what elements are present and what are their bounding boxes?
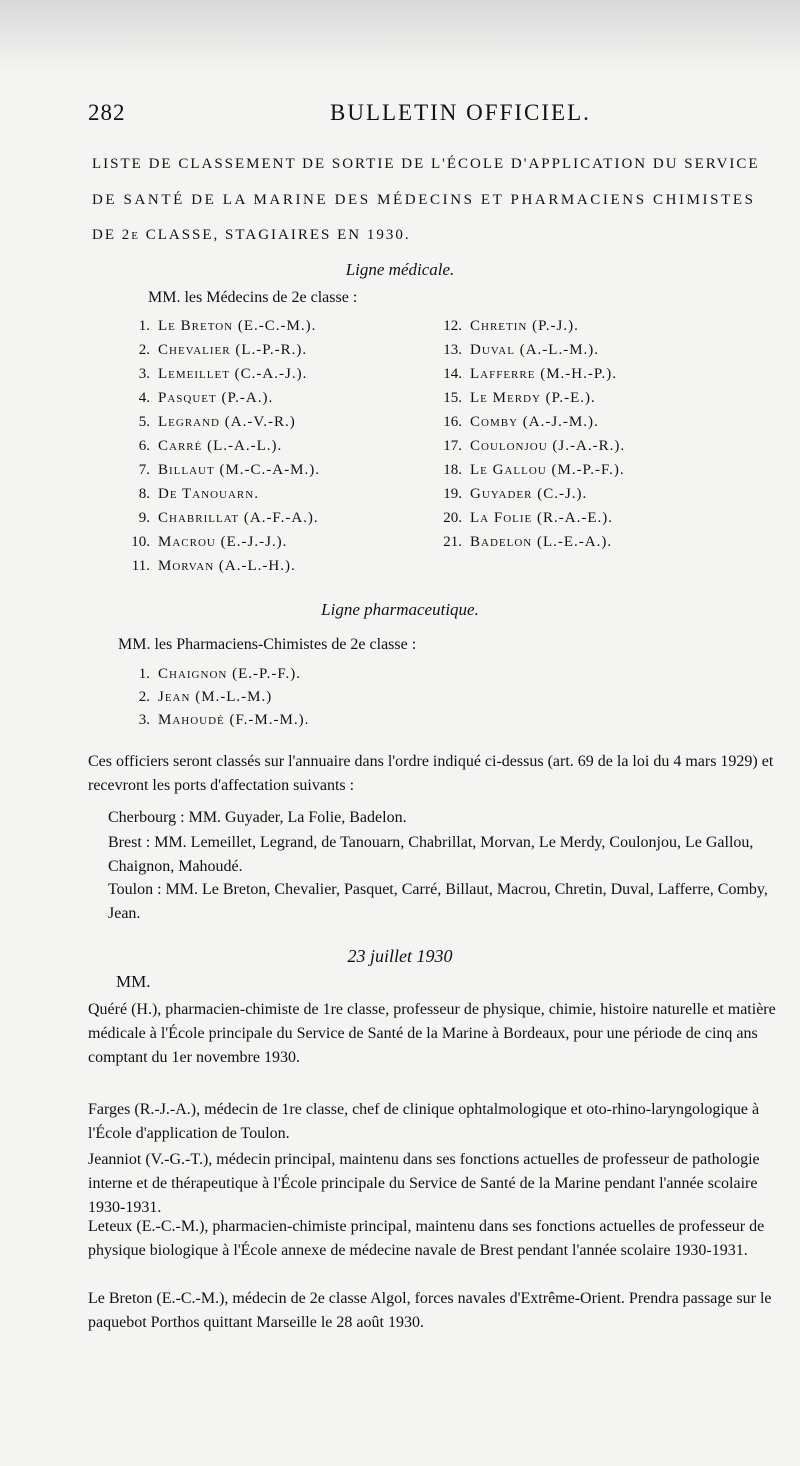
decree-paragraph-leteux: Leteux (E.-C.-M.), pharmacien-chimiste principal, maintenu dans ses fonctions actuelles de professeur de physique biologique à l'École annexe de médecine navale de Brest pendant l'année scolaire 1930-1931. <box>88 1218 765 1259</box>
scan-edge-shading <box>0 0 800 70</box>
rank-number: 1. <box>138 318 150 334</box>
officer-name: Legrand (A.-V.-R.) <box>158 414 296 430</box>
rank-number: 17. <box>443 438 462 454</box>
decree-paragraph-farges: Farges (R.-J.-A.), médecin de 1re classe, chef de clinique ophtalmologique et oto-rhino-laryngologique à l'École d'application de Toulon. <box>88 1101 760 1142</box>
list-item <box>432 534 612 551</box>
decree-paragraph-le-breton: Le Breton (E.-C.-M.), médecin de 2e classe Algol, forces navales d'Extrême-Orient. Prendra passage sur le paquebot Porthos quittant Marseille le 28 août 1930. <box>88 1290 772 1331</box>
page-number: 282 <box>88 100 126 125</box>
list-item <box>432 462 625 479</box>
assignment-cherbourg: Cherbourg : MM. Guyader, La Folie, Badelon. <box>108 809 407 826</box>
officer-name: De Tanouarn. <box>158 486 259 502</box>
rank-number: 15. <box>443 390 462 406</box>
list-item <box>120 486 259 503</box>
list-item <box>120 366 307 383</box>
medical-heading: Ligne médicale. <box>345 260 455 279</box>
officer-name: Pasquet (P.-A.). <box>158 390 274 406</box>
list-item <box>120 342 307 359</box>
officer-name: Chabrillat (A.-F.-A.). <box>158 510 319 526</box>
officer-name: Chretin (P.-J.). <box>470 318 579 334</box>
rank-number: 12. <box>443 318 462 334</box>
rank-number: 20. <box>443 510 462 526</box>
officer-name: Coulonjou (J.-A.-R.). <box>470 438 626 454</box>
rank-number: 11. <box>131 558 150 574</box>
rank-number: 19. <box>443 486 462 502</box>
list-item <box>432 510 613 527</box>
rank-number: 16. <box>443 414 462 430</box>
list-item <box>120 462 320 479</box>
list-item <box>432 390 596 407</box>
list-item <box>120 712 309 729</box>
list-title-line-2: DE SANTÉ DE LA MARINE DES MÉDECINS ET PHARMACIENS CHIMISTES <box>92 192 756 208</box>
list-item <box>432 414 599 431</box>
rank-number: 8. <box>138 486 150 502</box>
decree-mm: MM. <box>116 972 151 991</box>
rank-number: 2. <box>138 689 150 705</box>
officer-name: Billaut (M.-C.-A-M.). <box>158 462 320 478</box>
officer-name: Jean (M.-L.-M.) <box>158 689 273 705</box>
rank-number: 9. <box>138 510 150 526</box>
rank-number: 10. <box>131 534 150 550</box>
officer-name: Guyader (C.-J.). <box>470 486 588 502</box>
list-item <box>120 414 296 431</box>
officer-name: Le Gallou (M.-P.-F.). <box>470 462 625 478</box>
list-item <box>120 558 296 575</box>
list-item <box>432 318 579 335</box>
rank-number: 3. <box>138 712 150 728</box>
rank-number: 2. <box>138 342 150 358</box>
rank-number: 3. <box>138 366 150 382</box>
assignment-toulon: Toulon : MM. Le Breton, Chevalier, Pasquet, Carré, Billaut, Macrou, Chretin, Duval, Lafferre, Comby, Jean. <box>108 881 768 922</box>
list-title-line-1: LISTE DE CLASSEMENT DE SORTIE DE L'ÉCOLE D'APPLICATION DU SERVICE <box>92 156 760 172</box>
rank-number: 14. <box>443 366 462 382</box>
rank-number: 18. <box>443 462 462 478</box>
decree-paragraph-jeanniot: Jeanniot (V.-G.-T.), médecin principal, maintenu dans ses fonctions actuelles de professeur de pathologie interne et de thérapeutique à l'École principale du Service de Santé de la Marine pendant l'année scolaire 1930-1931. <box>88 1151 760 1216</box>
pharma-intro: MM. les Pharmaciens-Chimistes de 2e classe : <box>118 636 417 653</box>
officer-name: Macrou (E.-J.-J.). <box>158 534 288 550</box>
list-item <box>432 342 599 359</box>
rank-number: 5. <box>138 414 150 430</box>
list-item <box>120 390 273 407</box>
officer-name: Badelon (L.-E.-A.). <box>470 534 613 550</box>
list-title-line-3: DE 2e CLASSE, STAGIAIRES EN 1930. <box>92 227 411 243</box>
medical-intro: MM. les Médecins de 2e classe : <box>148 289 358 306</box>
officer-name: Chaignon (E.-P.-F.). <box>158 666 302 682</box>
list-item <box>120 510 319 527</box>
list-item <box>120 438 282 455</box>
list-item <box>432 438 625 455</box>
pharma-heading: Ligne pharmaceutique. <box>321 600 479 619</box>
list-item <box>432 366 617 383</box>
list-item <box>432 486 587 503</box>
assignment-intro: Ces officiers seront classés sur l'annuaire dans l'ordre indiqué ci-dessus (art. 69 de la loi du 4 mars 1929) et recevront les ports d'affectation suivants : <box>88 753 774 794</box>
list-item <box>120 689 272 706</box>
officer-name: Lemeillet (C.-A.-J.). <box>158 366 308 382</box>
officer-name: Mahoudé (F.-M.-M.). <box>158 712 310 728</box>
officer-name: Le Breton (E.-C.-M.). <box>158 318 317 334</box>
rank-number: 13. <box>443 342 462 358</box>
officer-name: Duval (A.-L.-M.). <box>470 342 600 358</box>
list-item <box>120 666 301 683</box>
officer-name: Comby (A.-J.-M.). <box>470 414 599 430</box>
rank-number: 1. <box>138 666 150 682</box>
officer-name: La Folie (R.-A.-E.). <box>470 510 613 526</box>
decree-paragraph-quere: Quéré (H.), pharmacien-chimiste de 1re classe, professeur de physique, chimie, histoire naturelle et matière médicale à l'École principale du Service de Santé de la Marine à Bordeaux, pour une période de cinq ans comptant du 1er novembre 1930. <box>88 1001 776 1066</box>
list-item <box>120 534 287 551</box>
rank-number: 6. <box>138 438 150 454</box>
officer-name: Morvan (A.-L.-H.). <box>158 558 296 574</box>
rank-number: 21. <box>443 534 462 550</box>
assignment-brest: Brest : MM. Lemeillet, Legrand, de Tanouarn, Chabrillat, Morvan, Le Merdy, Coulonjou, Le Gallou, Chaignon, Mahoudé. <box>108 834 754 875</box>
officer-name: Lafferre (M.-H.-P.). <box>470 366 618 382</box>
officer-name: Le Merdy (P.-E.). <box>470 390 596 406</box>
officer-name: Carré (L.-A.-L.). <box>158 438 283 454</box>
decree-date: 23 juillet 1930 <box>347 946 453 966</box>
rank-number: 7. <box>138 462 150 478</box>
list-item <box>120 318 316 335</box>
officer-name: Chevalier (L.-P.-R.). <box>158 342 308 358</box>
bulletin-title: BULLETIN OFFICIEL. <box>330 100 591 125</box>
rank-number: 4. <box>138 390 150 406</box>
